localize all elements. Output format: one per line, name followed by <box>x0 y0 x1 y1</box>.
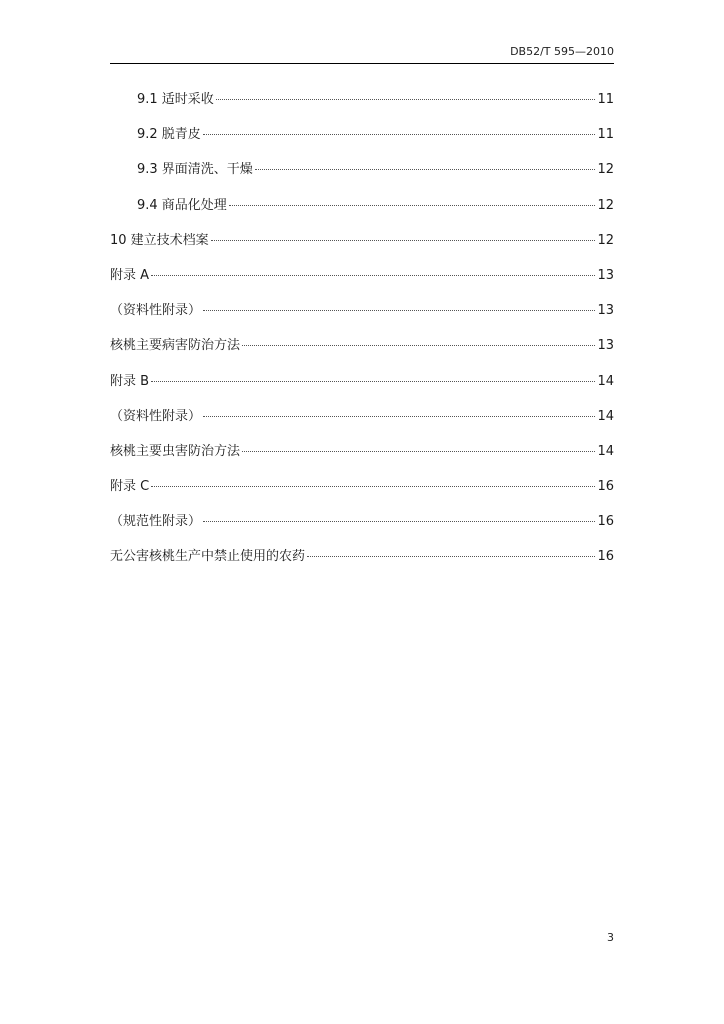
toc-entry-title: （资料性附录） <box>110 408 202 424</box>
toc-dot-leader <box>151 486 595 487</box>
toc-dot-leader <box>151 275 595 276</box>
toc-entry-page: 11 <box>597 127 614 143</box>
toc-entry-appendix-c[interactable] <box>110 478 614 513</box>
toc-entry-9-1[interactable] <box>110 91 614 126</box>
toc-entry-title: 9.2 脱青皮 <box>137 127 201 143</box>
toc-entry-appendix-a-title[interactable] <box>110 337 614 372</box>
toc-entry-page: 11 <box>597 92 614 107</box>
toc-entry-appendix-a[interactable] <box>110 267 614 302</box>
toc-entry-title: 9.4 商品化处理 <box>137 197 227 213</box>
header-rule <box>110 63 614 64</box>
toc-entry-page: 14 <box>597 373 614 389</box>
toc-dot-leader <box>242 345 595 346</box>
toc-dot-leader <box>151 381 595 382</box>
toc-entry-page: 16 <box>597 514 614 530</box>
toc-entry-page: 13 <box>597 267 614 283</box>
toc-entry-appendix-b[interactable] <box>110 373 614 408</box>
toc-entry-page: 13 <box>597 303 614 319</box>
toc-entry-page: 12 <box>597 197 614 213</box>
toc-entry-page: 16 <box>597 549 614 565</box>
toc-dot-leader <box>203 416 595 417</box>
toc-entry-9-2[interactable] <box>110 126 614 161</box>
toc-dot-leader <box>242 451 595 452</box>
toc-entry-title: 附录 C <box>110 479 150 495</box>
toc-entry-page: 12 <box>597 232 614 248</box>
toc-entry-title: 核桃主要病害防治方法 <box>110 338 241 354</box>
toc-dot-leader <box>229 205 596 206</box>
toc-entry-appendix-a-type[interactable] <box>110 302 614 337</box>
toc-entry-9-4[interactable] <box>110 197 614 232</box>
toc-entry-appendix-c-title[interactable] <box>110 548 614 583</box>
table-of-contents <box>110 91 614 584</box>
toc-dot-leader <box>211 240 596 241</box>
standard-code: DB52/T 595—2010 <box>510 45 614 58</box>
toc-entry-appendix-b-title[interactable] <box>110 443 614 478</box>
toc-dot-leader <box>307 556 595 557</box>
toc-entry-title: （资料性附录） <box>110 303 202 319</box>
toc-entry-page: 13 <box>597 338 614 354</box>
toc-dot-leader <box>255 169 596 170</box>
toc-entry-page: 14 <box>597 408 614 424</box>
toc-entry-title: 附录 B <box>110 373 150 389</box>
toc-entry-appendix-c-type[interactable] <box>110 513 614 548</box>
toc-entry-title: （规范性附录） <box>110 514 202 530</box>
toc-entry-title: 10 建立技术档案 <box>110 232 209 248</box>
toc-dot-leader <box>203 521 595 522</box>
toc-dot-leader <box>216 99 596 100</box>
toc-entry-page: 14 <box>597 443 614 459</box>
toc-entry-page: 16 <box>597 479 614 495</box>
toc-entry-appendix-b-type[interactable] <box>110 408 614 443</box>
toc-entry-title: 9.1 适时采收 <box>137 92 214 107</box>
toc-entry-title: 无公害核桃生产中禁止使用的农药 <box>110 549 306 565</box>
toc-entry-title: 核桃主要虫害防治方法 <box>110 443 241 459</box>
toc-entry-page: 12 <box>597 162 614 178</box>
page-number: 3 <box>607 931 614 944</box>
toc-dot-leader <box>203 310 595 311</box>
toc-entry-title: 9.3 界面清洗、干燥 <box>137 162 253 178</box>
toc-entry-9-3[interactable] <box>110 161 614 196</box>
toc-entry-title: 附录 A <box>110 267 150 283</box>
toc-entry-10[interactable] <box>110 232 614 267</box>
toc-dot-leader <box>203 134 596 135</box>
